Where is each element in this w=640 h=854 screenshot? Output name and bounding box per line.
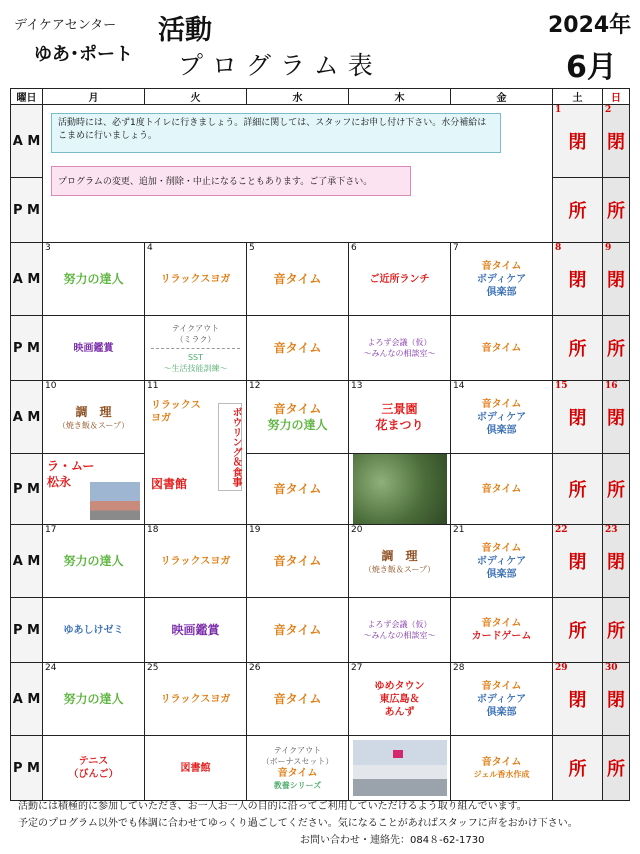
pm-label: P M <box>11 178 43 243</box>
day-cell: 24 努力の達人 <box>43 663 145 736</box>
day-cell: 音タイム <box>247 454 349 525</box>
date-number: 2 <box>605 105 612 115</box>
am-label: A M <box>11 105 43 178</box>
day-cell: 3 努力の達人 <box>43 243 145 316</box>
footer-note-1: 活動には積極的に参加していただき、お一人お一人の目的に沿ってご利用していただけるよう取り組んでいます。 <box>18 801 527 812</box>
day-cell: 12 音タイム 努力の達人 <box>247 381 349 454</box>
week2-pm-row <box>11 316 630 381</box>
notes-cell <box>43 105 553 243</box>
sun-pm-closed: 所 <box>603 454 630 525</box>
sun-am-closed: 9 閉 <box>603 243 630 316</box>
day-cell: 13 三景園 花まつり <box>349 381 451 454</box>
shopping-photo <box>353 740 447 796</box>
day-cell: ラ・ムー 松永 <box>43 454 145 525</box>
note-box-1: 活動時には、必ず1度トイレに行きましょう。詳細に関しては、スタッフにお申し付け下さい。水分補給はこまめに行いましょう。 <box>51 113 501 153</box>
sun-am-closed: 2 閉 <box>603 105 630 178</box>
day-cell: 25 リラックスヨガ <box>145 663 247 736</box>
week1-am-row <box>11 105 630 178</box>
sun-am-closed: 23 閉 <box>603 525 630 598</box>
sun-pm-closed: 所 <box>603 736 630 801</box>
sat-pm-closed: 所 <box>553 316 603 381</box>
sat-pm-closed: 所 <box>553 178 603 243</box>
sat-pm-closed: 所 <box>553 736 603 801</box>
day-cell: 音タイム カードゲーム <box>451 598 553 663</box>
weekday-header-row <box>11 89 630 105</box>
week2-am-row <box>11 243 630 316</box>
sat-pm-closed: 所 <box>553 454 603 525</box>
weekday-tue: 火 <box>145 89 247 105</box>
sun-am-closed: 16 閉 <box>603 381 630 454</box>
day-cell: 5 音タイム <box>247 243 349 316</box>
day-cell: 音タイム ジェル香水作成 <box>451 736 553 801</box>
day-cell: 音タイム <box>247 598 349 663</box>
day-cell: 音タイム <box>451 454 553 525</box>
sat-am-closed: 22 閉 <box>553 525 603 598</box>
day-cell: 4 リラックスヨガ <box>145 243 247 316</box>
week5-pm-row <box>11 736 630 801</box>
pm-label: P M <box>11 736 43 801</box>
day-cell: 20 調 理 （焼き飯＆スープ） <box>349 525 451 598</box>
day-cell: 21 音タイム ボディケア 倶楽部 <box>451 525 553 598</box>
weekday-thu: 木 <box>349 89 451 105</box>
day-cell: 映画鑑賞 <box>145 598 247 663</box>
schedule-table <box>10 88 630 801</box>
weekday-sat: 土 <box>553 89 603 105</box>
day-cell: 10 調 理 （焼き飯＆スープ） <box>43 381 145 454</box>
sat-am-closed: 15 閉 <box>553 381 603 454</box>
sat-am-closed: 8 閉 <box>553 243 603 316</box>
center-name-line1: デイケアセンター <box>14 18 117 33</box>
day-cell: 26 音タイム <box>247 663 349 736</box>
week4-pm-row <box>11 598 630 663</box>
year-label: 2024年 <box>548 13 632 38</box>
month-label: 6月 <box>566 50 617 85</box>
footer-contact: お問い合わせ・連絡先：084８-62-1730 <box>300 835 485 846</box>
day-cell: 17 努力の達人 <box>43 525 145 598</box>
am-label: A M <box>11 525 43 598</box>
day-cell: 28 音タイム ボディケア 倶楽部 <box>451 663 553 736</box>
day-cell: 6 ご近所ランチ <box>349 243 451 316</box>
sun-pm-closed: 所 <box>603 316 630 381</box>
flower-photo <box>353 454 447 524</box>
sat-am-closed: 29 閉 <box>553 663 603 736</box>
day-cell: 図書館 <box>145 736 247 801</box>
note-box-2: プログラムの変更、追加・削除・中止になることもあります。ご了承下さい。 <box>51 166 411 196</box>
week3-pm-row <box>11 454 630 525</box>
pm-label: P M <box>11 316 43 381</box>
day-cell: 27 ゆめタウン 東広島＆ あんず <box>349 663 451 736</box>
am-label: A M <box>11 381 43 454</box>
day-cell <box>349 454 451 525</box>
day-cell: 14 音タイム ボディケア 倶楽部 <box>451 381 553 454</box>
footer-note-2: 予定のプログラム以外でも体調に合わせてゆっくり過ごしてください。気になることがあればスタッフに声をおかけ下さい。 <box>18 818 578 829</box>
weekday-fri: 金 <box>451 89 553 105</box>
date-number: 1 <box>555 105 562 115</box>
sun-pm-closed: 所 <box>603 178 630 243</box>
week5-am-row <box>11 663 630 736</box>
day-cell: 7 音タイム ボディケア 倶楽部 <box>451 243 553 316</box>
day-cell: 音タイム <box>451 316 553 381</box>
day-cell: テイクアウト （ミラク） SST ～生活技能訓練～ <box>145 316 247 381</box>
pm-label: P M <box>11 598 43 663</box>
sun-am-closed: 30 閉 <box>603 663 630 736</box>
center-name-line2: ゆあ･ポート <box>34 44 133 65</box>
sat-am-closed: 1 閉 <box>553 105 603 178</box>
outing-photo <box>90 482 140 520</box>
week4-am-row <box>11 525 630 598</box>
day-cell: 音タイム <box>247 316 349 381</box>
day-cell: 映画鑑賞 <box>43 316 145 381</box>
weekday-sun: 日 <box>603 89 630 105</box>
weekday-label: 曜日 <box>11 89 43 105</box>
day-cell <box>349 736 451 801</box>
day-cell: よろず会議（仮） ～みんなの相談室～ <box>349 316 451 381</box>
vertical-event-label: ボウリング＆食事 <box>218 403 242 491</box>
day-cell: 19 音タイム <box>247 525 349 598</box>
page-subtitle: プログラム表 <box>178 51 382 80</box>
am-label: A M <box>11 663 43 736</box>
am-label: A M <box>11 243 43 316</box>
page-title: 活動 <box>158 15 212 46</box>
day-cell: よろず会議（仮） ～みんなの相談室～ <box>349 598 451 663</box>
sat-pm-closed: 所 <box>553 598 603 663</box>
day-cell: テイクアウト （ボーナスセット） 音タイム 教養シリーズ <box>247 736 349 801</box>
weekday-mon: 月 <box>43 89 145 105</box>
pm-label: P M <box>11 454 43 525</box>
week3-am-row <box>11 381 630 454</box>
day-cell: テニス （びんご） <box>43 736 145 801</box>
sun-pm-closed: 所 <box>603 598 630 663</box>
day-cell: 11 リラックス ヨガ ボウリング＆食事 図書館 <box>145 381 247 525</box>
weekday-wed: 水 <box>247 89 349 105</box>
day-cell: 18 リラックスヨガ <box>145 525 247 598</box>
day-cell: ゆあしけゼミ <box>43 598 145 663</box>
